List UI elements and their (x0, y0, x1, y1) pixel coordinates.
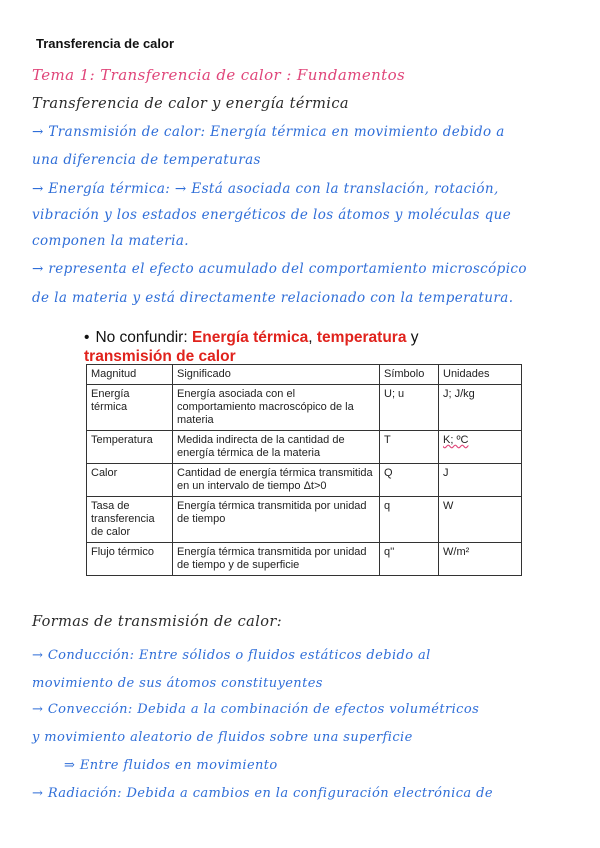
note-line-1: → Transmisión de calor: Energía térmica en movimiento debido a (32, 124, 505, 140)
cell-simbolo: U; u (380, 385, 439, 431)
note-conveccion-2: y movimiento aleatorio de fluidos sobre una superficie (32, 730, 413, 745)
cell-magnitud: Flujo térmico (87, 543, 173, 576)
cell-significado: Cantidad de energía térmica transmitida en un intervalo de tiempo Δt>0 (173, 464, 380, 497)
bullet-sep-1: , (308, 329, 317, 346)
note-conduccion: → Conducción: Entre sólidos o fluidos estáticos debido al (32, 648, 431, 663)
cell-magnitud: Temperatura (87, 431, 173, 464)
cell-magnitud: Calor (87, 464, 173, 497)
table-row (87, 464, 522, 497)
note-conveccion-3: ⇒ Entre fluidos en movimiento (64, 758, 278, 773)
table-row (87, 431, 522, 464)
note-tema: Tema 1: Transferencia de calor : Fundamentos (32, 66, 406, 84)
header-simbolo: Símbolo (380, 365, 439, 385)
header-significado: Significado (173, 365, 380, 385)
cell-simbolo: q'' (380, 543, 439, 576)
note-line-7: de la materia y está directamente relacionado con la temperatura. (32, 290, 514, 306)
formas-heading: Formas de transmisión de calor: (32, 614, 282, 630)
note-line-4: vibración y los estados energéticos de los átomos y moléculas que (32, 207, 512, 223)
note-line-3: → Energía térmica: → Está asociada con la translación, rotación, (32, 181, 499, 197)
note-subtitle: Transferencia de calor y energía térmica (32, 96, 349, 112)
note-radiacion: → Radiación: Debida a cambios en la configuración electrónica de (32, 786, 493, 801)
magnitudes-table (86, 364, 522, 576)
no-confundir-bullet (84, 328, 504, 366)
cell-unidades: J (439, 464, 522, 497)
header-magnitud: Magnitud (87, 365, 173, 385)
cell-significado: Energía térmica transmitida por unidad de tiempo y de superficie (173, 543, 380, 576)
header-unidades: Unidades (439, 365, 522, 385)
table-row (87, 543, 522, 576)
cell-unidades: W/m² (439, 543, 522, 576)
table-header-row (87, 365, 522, 385)
cell-significado: Energía asociada con el comportamiento macroscópico de la materia (173, 385, 380, 431)
term-transmision-calor: transmisión de calor (84, 348, 236, 365)
cell-unidades: W (439, 497, 522, 543)
note-line-5: componen la materia. (32, 233, 189, 249)
page-title: Transferencia de calor (36, 36, 175, 51)
cell-magnitud: Tasa de transferencia de calor (87, 497, 173, 543)
note-conduccion-2: movimiento de sus átomos constituyentes (32, 676, 323, 691)
term-temperatura: temperatura (316, 329, 407, 346)
note-line-2: una diferencia de temperaturas (32, 152, 261, 168)
cell-significado: Energía térmica transmitida por unidad de tiempo (173, 497, 380, 543)
term-energia-termica: Energía térmica (191, 329, 309, 346)
cell-magnitud: Energía térmica (87, 385, 173, 431)
cell-unidades (439, 431, 522, 464)
bullet-sep-2: y (406, 329, 419, 346)
cell-unidades: J; J/kg (439, 385, 522, 431)
units-k-degc: K; ºC (443, 434, 469, 446)
cell-simbolo: q (380, 497, 439, 543)
bullet-dot: • (84, 329, 90, 346)
cell-significado: Medida indirecta de la cantidad de energía térmica de la materia (173, 431, 380, 464)
cell-simbolo: T (380, 431, 439, 464)
note-line-6: → representa el efecto acumulado del comportamiento microscópico (32, 261, 527, 277)
table-row (87, 385, 522, 431)
cell-simbolo: Q (380, 464, 439, 497)
bullet-prefix: No confundir: (95, 329, 192, 346)
note-conveccion: → Convección: Debida a la combinación de efectos volumétricos (32, 702, 480, 717)
table-row (87, 497, 522, 543)
